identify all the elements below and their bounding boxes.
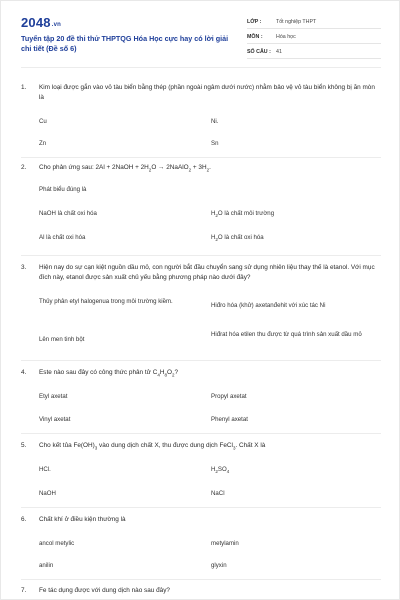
option-a[interactable]: HCl. <box>39 466 51 473</box>
question-stem <box>21 263 381 283</box>
logo-suffix: .vn <box>51 22 62 28</box>
question-divider <box>21 255 381 256</box>
option-d[interactable]: glyxin <box>211 562 227 569</box>
meta-key: LỚP : <box>247 18 262 25</box>
question-stem <box>21 368 381 380</box>
question-5 <box>21 441 381 497</box>
option-d[interactable]: $H_2O$ là chất oxi hóa <box>211 234 264 243</box>
question-text: Cho kết tủa $Fe(OH)_3$ vào dung dịch chất X, thu được dung dịch FeCl$_3$. Chất X là <box>39 442 266 451</box>
question-number: 4. <box>21 369 27 376</box>
meta-key: MÔN : <box>247 33 263 40</box>
question-stem <box>21 163 381 175</box>
question-text: Chất khí ở điều kiện thường là <box>39 516 126 523</box>
option-b[interactable]: Propyl axetat <box>211 393 247 400</box>
option-a[interactable]: Cu <box>39 118 47 125</box>
option-a[interactable]: Etyl axetat <box>39 393 68 400</box>
question-stem <box>21 441 381 453</box>
option-b[interactable]: $H_2SO_4$ <box>211 466 230 475</box>
option-c[interactable]: Zn <box>39 140 47 147</box>
question-number: 5. <box>21 442 27 449</box>
header-divider <box>21 67 381 68</box>
question-divider <box>21 507 381 508</box>
question-text: Kim loại được gắn vào vỏ tàu biển bằng thép (phần ngoài ngâm dưới nước) nhằm bảo vệ vỏ tàu biển không bị ăn mòn là <box>39 84 375 102</box>
meta-row-subject <box>247 30 381 44</box>
option-c[interactable]: Lên men tinh bột <box>39 336 85 343</box>
option-c[interactable]: NaOH <box>39 490 56 497</box>
question-7 <box>21 586 381 596</box>
meta-value: 41 <box>276 48 282 55</box>
question-stem <box>21 83 381 103</box>
question-divider <box>21 157 381 158</box>
question-2 <box>21 163 381 243</box>
question-6 <box>21 515 381 569</box>
question-text: Fe tác dụng được với dung dịch nào sau đây? <box>39 587 170 594</box>
option-a[interactable]: NaOH là chất oxi hóa <box>39 210 97 217</box>
question-text: Este nào sau đây có công thức phân tử $C_4H_8O_2$? <box>39 369 179 378</box>
question-4 <box>21 368 381 423</box>
question-number: 6. <box>21 516 27 523</box>
question-divider <box>21 579 381 580</box>
question-1 <box>21 83 381 147</box>
option-d[interactable]: Phenyl axetat <box>211 416 248 423</box>
document-meta <box>247 15 381 60</box>
document-header <box>21 15 381 59</box>
logo-text: 2048 <box>21 15 51 30</box>
question-number: 1. <box>21 84 27 91</box>
question-number: 2. <box>21 164 27 171</box>
option-b[interactable]: Ni. <box>211 118 219 125</box>
question-text: Hiện nay do sự cạn kiệt nguồn dầu mỏ, con người bắt đầu chuyển sang sử dụng nhiên liệu thay thế là etanol. Với mục đích này, etanol được sản xuất chủ yếu bằng phương pháp nào dưới đây? <box>39 264 375 282</box>
option-d[interactable]: Sn <box>211 140 219 147</box>
meta-key: SỐ CÂU : <box>247 48 271 55</box>
question-number: 7. <box>21 587 27 594</box>
question-prompt: Phát biểu đúng là <box>39 186 87 193</box>
site-logo[interactable] <box>21 15 61 30</box>
option-b[interactable]: metylamin <box>211 540 239 547</box>
question-text: Cho phản ứng sau: 2Al + 2NaOH + $2H_2O$ → 2NaAlO$_2$ + $3H_2$. <box>39 164 211 173</box>
meta-row-class <box>247 15 381 29</box>
option-b[interactable]: Hiđro hóa (khử) axetanđehit với xúc tác Ni <box>211 302 326 309</box>
question-divider <box>21 360 381 361</box>
option-c[interactable]: anilin <box>39 562 54 569</box>
question-stem <box>21 586 381 596</box>
option-b[interactable]: $H_2O$ là chất môi trường <box>211 210 275 219</box>
option-a[interactable]: Thủy phân etyl halogenua trong môi trường kiềm. <box>39 298 173 305</box>
question-3 <box>21 263 381 343</box>
option-c[interactable]: Vinyl axetat <box>39 416 71 423</box>
option-a[interactable]: ancol metylic <box>39 540 75 547</box>
meta-row-count <box>247 45 381 59</box>
question-stem <box>21 515 381 525</box>
option-d[interactable]: NaCl <box>211 490 225 497</box>
option-c[interactable]: Al là chất oxi hóa <box>39 234 86 241</box>
document-title: Tuyển tập 20 đề thi thử THPTQG Hóa Học cực hay có lời giải chi tiết (Đề số 6) <box>21 34 229 53</box>
option-d[interactable]: Hiđrat hóa etilen thu được từ quá trình sản xuất dầu mỏ <box>211 331 362 338</box>
question-number: 3. <box>21 264 27 271</box>
question-divider <box>21 433 381 434</box>
meta-value: Hóa học <box>276 33 296 40</box>
meta-value: Tốt nghiệp THPT <box>276 18 317 25</box>
